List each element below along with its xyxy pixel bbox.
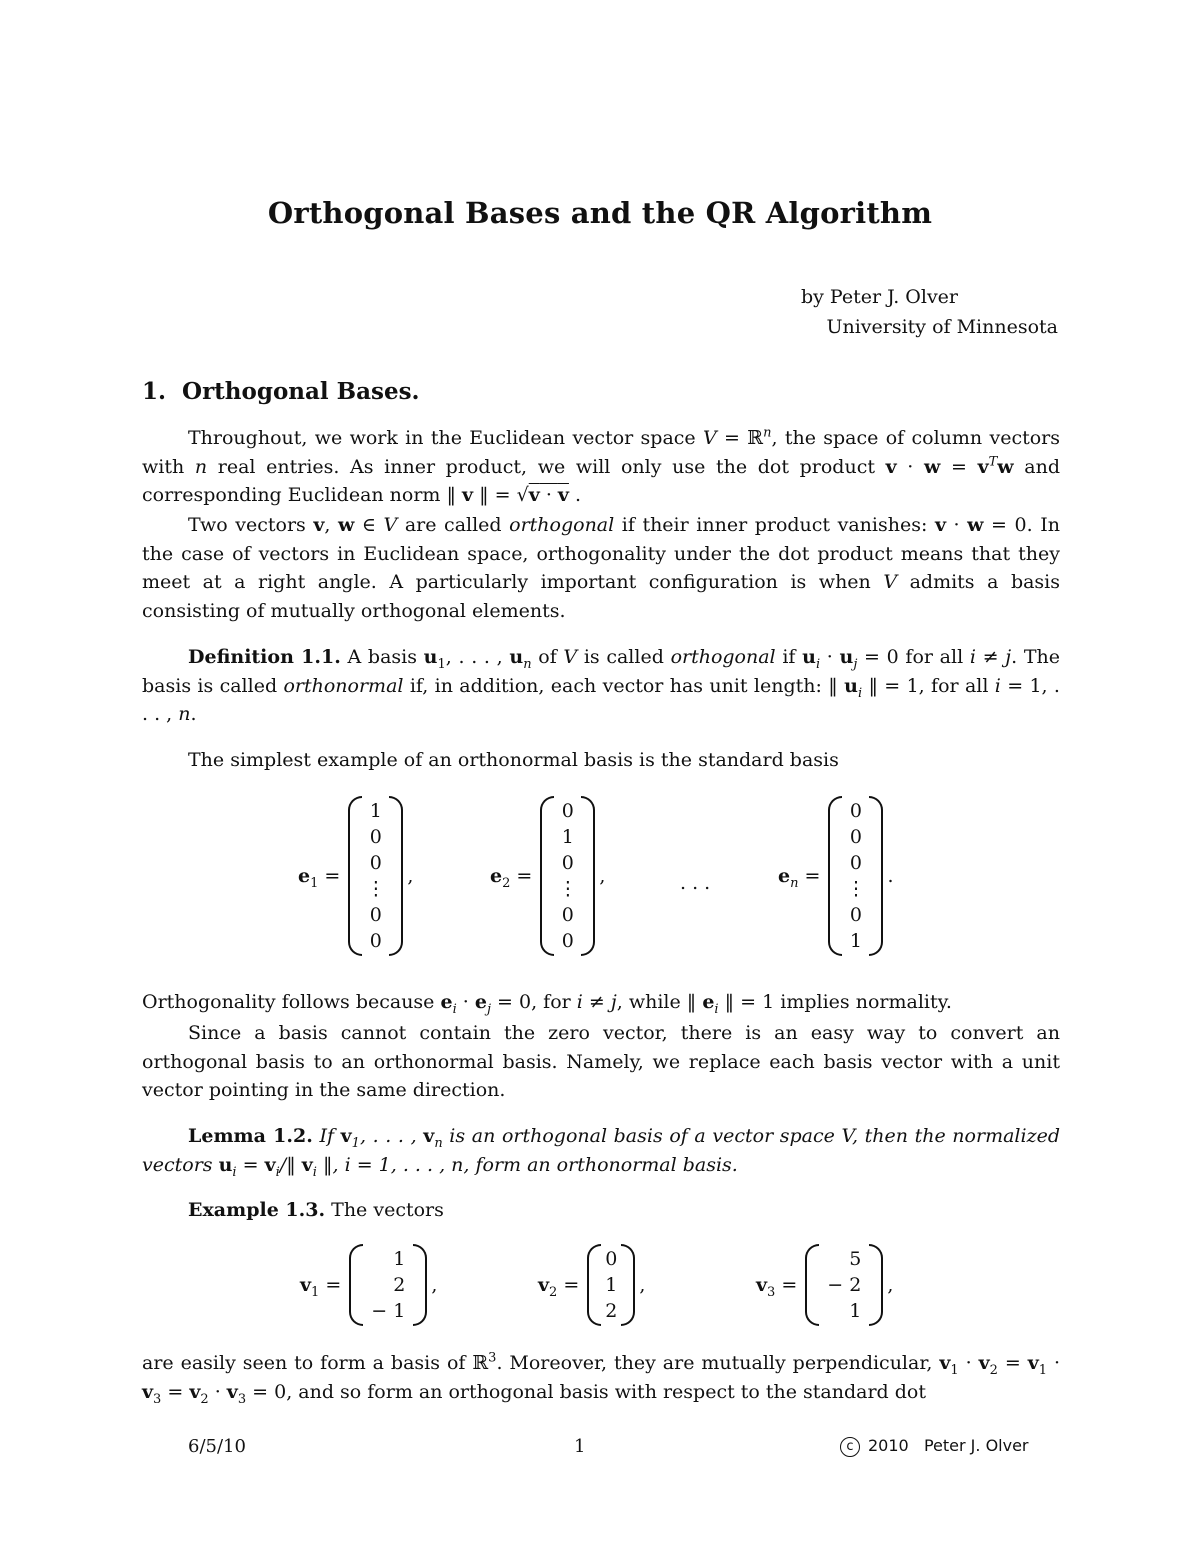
footer-date: 6/5/10	[188, 1436, 246, 1457]
definition-label: Definition 1.1.	[188, 646, 341, 668]
paragraph-standard-basis: The simplest example of an orthonormal basis is the standard basis	[188, 749, 839, 771]
vector-v2-entries	[601, 1244, 621, 1326]
e1-entry-2: 0	[369, 826, 382, 848]
v1-entry-1: 1	[393, 1248, 406, 1270]
e2-entry-4: ⋮	[558, 878, 578, 900]
e1-entry-5: 0	[369, 904, 382, 926]
vector-v2: $v_2$ = 0 1 2 ,	[538, 1244, 645, 1326]
matrix-e2-entries	[554, 796, 581, 956]
lemma-label: Lemma 1.2.	[188, 1125, 313, 1147]
copyright-icon: c	[840, 1437, 860, 1457]
affiliation-line: University of Minnesota	[826, 316, 1058, 338]
matrix-e1-entries	[362, 796, 389, 956]
lemma-1-2: Lemma 1.2. If $v_1$, . . . , $v_n$ is an orthogonal basis of a vector space V, then the normalized vectors $u_i$ = $v_i/‖$ $v_i$ ‖, i = 1, . . . , n, form an orthonormal basis.	[142, 1125, 1060, 1180]
en-entry-4: ⋮	[846, 878, 866, 900]
en-entry-1: 0	[849, 800, 862, 822]
section-heading	[142, 378, 420, 405]
paragraph-intro: Throughout, we work in the Euclidean vector space V = ℝ$^n$, the space of column vectors with n real entries. As inner product, we will only use the dot product $v \cdot w = v^Tw$ and corresponding Euclidean norm ‖ v ‖ = √v · v .	[142, 425, 1061, 506]
v1-entry-2: 2	[393, 1274, 406, 1296]
paper-title: Orthogonal Bases and the QR Algorithm	[267, 196, 933, 230]
e1-entry-1: 1	[369, 800, 382, 822]
matrix-en: $e_n$ = 0 0 0 ⋮ 0 1 .	[778, 796, 893, 956]
matrix-e2: $e_2$ = 0 1 0 ⋮ 0 0 ,	[490, 796, 605, 956]
vector-v3: $v_3$ = 5 − 2 1 ,	[756, 1244, 893, 1326]
paragraph-normalize: Since a basis cannot contain the zero vector, there is an easy way to convert an orthogonal basis to an orthonormal basis. Namely, we replace each basis vector with a unit vector pointing in the same direction.	[142, 1022, 1060, 1101]
matrix-e1: $e_1$ = 1 0 0 ⋮ 0 0 ,	[298, 796, 413, 956]
example-1-3: Example 1.3. The vectors	[188, 1199, 444, 1221]
author-line: by Peter J. Olver	[800, 286, 958, 308]
v3-entry-2: − 2	[827, 1274, 862, 1296]
example-label: Example 1.3.	[188, 1199, 326, 1221]
vector-v3-entries	[819, 1244, 869, 1326]
en-entry-6: 1	[849, 930, 862, 952]
v2-entry-3: 2	[605, 1300, 618, 1322]
footer-copyright: c 2010 Peter J. Olver	[840, 1436, 1029, 1457]
v1-entry-3: − 1	[371, 1300, 406, 1322]
en-entry-2: 0	[849, 826, 862, 848]
e2-entry-5: 0	[561, 904, 574, 926]
en-entry-5: 0	[849, 904, 862, 926]
v2-entry-1: 0	[605, 1248, 618, 1270]
v3-entry-3: 1	[849, 1300, 862, 1322]
footer-page-number: 1	[574, 1436, 586, 1457]
matrix-en-entries	[842, 796, 869, 956]
v3-entry-1: 5	[849, 1248, 862, 1270]
e1-entry-6: 0	[369, 930, 382, 952]
paragraph-orthogonal: Two vectors v, w ∈ V are called orthogonal if their inner product vanishes: v · w = 0. In the case of vectors in Euclidean space, orthogonality under the dot product means that they meet at a right angle. A particularly important configuration is when V admits a basis consisting of mutually orthogonal elements.	[142, 514, 1061, 622]
definition-1-1: Definition 1.1. A basis $u_1$, . . . , $u_n$ of V is called orthogonal if $u_i \cdot u_j = 0$ for all i ≠ j. The basis is called orthonormal if, in addition, each vector has unit length: ‖ $u_i$ ‖ = 1, for all i = 1, . . . , n.	[142, 646, 1060, 725]
ellipsis: . . .	[680, 872, 711, 894]
section-number: 1.	[142, 378, 167, 405]
e2-entry-1: 0	[561, 800, 574, 822]
section-title: Orthogonal Bases.	[182, 378, 420, 405]
e2-entry-2: 1	[561, 826, 574, 848]
v2-entry-2: 1	[605, 1274, 618, 1296]
vector-v1: $v_1$ = 1 2 − 1 ,	[300, 1244, 437, 1326]
paragraph-orthogonality: Orthogonality follows because $e_i \cdot e_j = 0$, for i ≠ j, while ‖ $e_i$ ‖ = 1 implies normality.	[142, 991, 952, 1017]
vector-v1-entries	[363, 1244, 413, 1326]
e1-entry-4: ⋮	[366, 878, 386, 900]
e1-entry-3: 0	[369, 852, 382, 874]
e2-entry-6: 0	[561, 930, 574, 952]
paragraph-example-conclusion: are easily seen to form a basis of ℝ$^3$. Moreover, they are mutually perpendicular, $v_1 \cdot v_2 = v_1 \cdot v_3 = v_2 \cdot v_3 = 0$, and so form an orthogonal basis with respect to the standard dot	[142, 1350, 1060, 1407]
en-entry-3: 0	[849, 852, 862, 874]
e2-entry-3: 0	[561, 852, 574, 874]
